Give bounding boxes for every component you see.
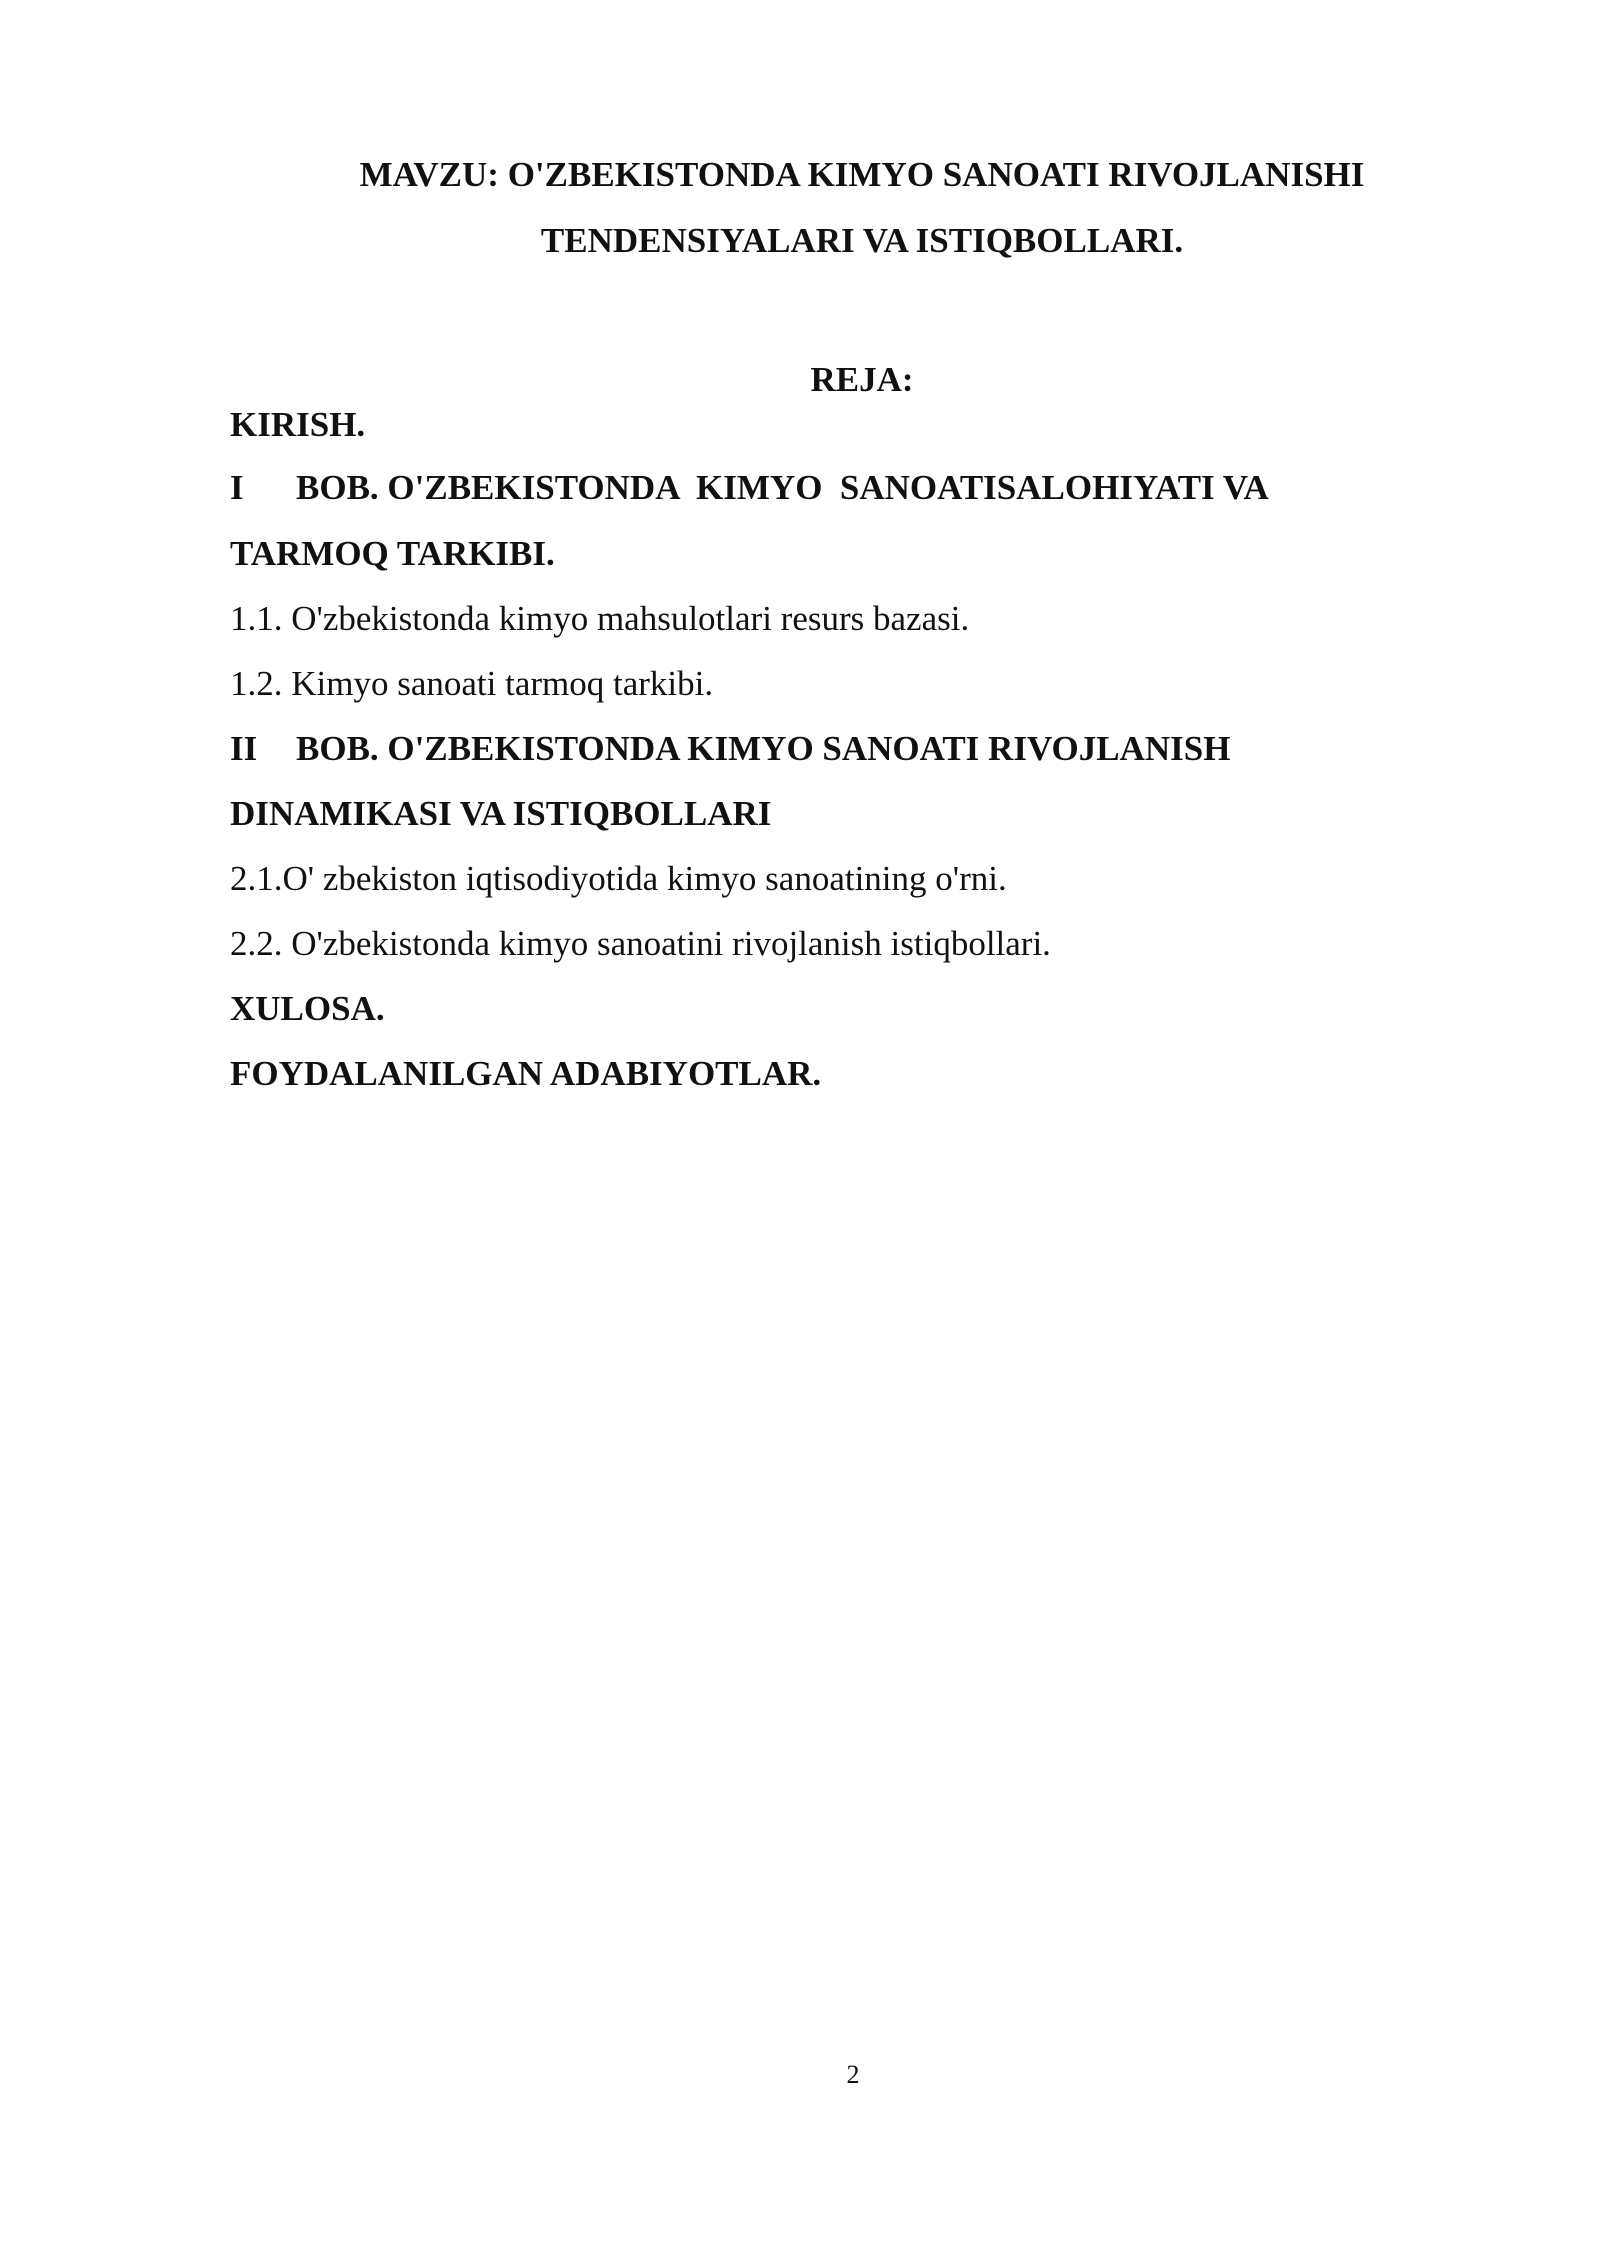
chapter-1-title-line-1: BOB. O'ZBEKISTONDA KIMYO SANOATISALOHIYATI VA [296, 468, 1269, 507]
intro-item: KIRISH. [230, 405, 366, 444]
chapter-1-heading [230, 468, 1269, 508]
section-2-1: 2.1.O' zbekiston iqtisodiyotida kimyo sanoatining o'rni. [230, 859, 1007, 898]
references-item: FOYDALANILGAN ADABIYOTLAR. [230, 1054, 822, 1093]
chapter-2-title-line-1: BOB. O'ZBEKISTONDA KIMYO SANOATI RIVOJLANISH [296, 729, 1231, 768]
section-2-2: 2.2. O'zbekistonda kimyo sanoatini rivojlanish istiqbollari. [230, 924, 1051, 963]
document-title-line-1: MAVZU: O'ZBEKISTONDA KIMYO SANOATI RIVOJLANISHI [359, 155, 1365, 194]
plan-heading: REJA: [810, 360, 914, 399]
conclusion-item: XULOSA. [230, 989, 385, 1028]
chapter-2-heading [230, 729, 1230, 769]
section-1-1: 1.1. O'zbekistonda kimyo mahsulotlari resurs bazasi. [230, 599, 970, 638]
chapter-2-numeral: II [230, 729, 258, 768]
page-number: 2 [846, 2060, 860, 2089]
chapter-1-title-line-2: TARMOQ TARKIBI. [230, 534, 555, 573]
chapter-2-title-line-2: DINAMIKASI VA ISTIQBOLLARI [230, 794, 772, 833]
chapter-1-numeral: I [230, 468, 244, 507]
section-1-2: 1.2. Kimyo sanoati tarmoq tarkibi. [230, 664, 714, 703]
document-title-line-2: TENDENSIYALARI VA ISTIQBOLLARI. [540, 221, 1184, 260]
